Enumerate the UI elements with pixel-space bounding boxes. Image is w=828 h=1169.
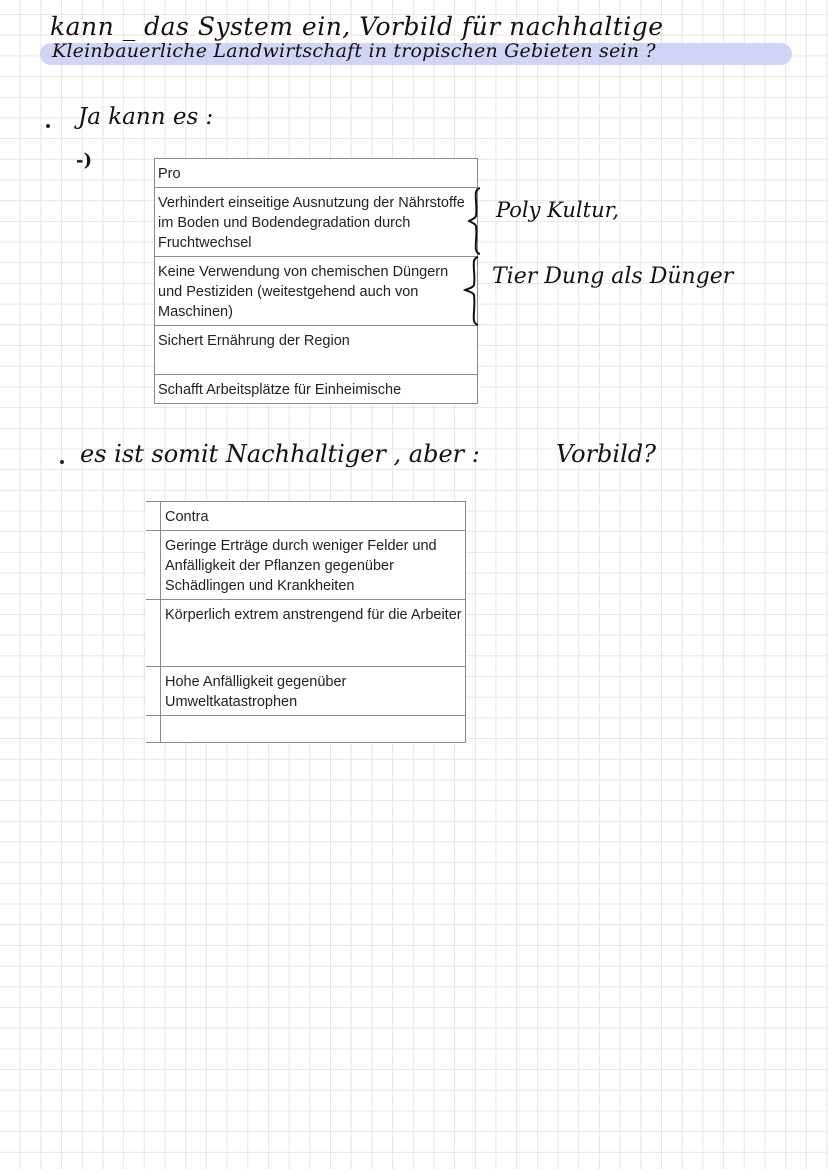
contra-row-empty [161,716,466,743]
contra-table [146,501,466,743]
title-line-1: kann _ das System ein, Vorbild für nachhaltige [50,12,664,41]
pro-row: Sichert Ernährung der Region [155,326,478,375]
pro-row: Verhindert einseitige Ausnutzung der Nährstoffe im Boden und Bodendegradation durch Fruchtwechsel [155,188,478,257]
yes-note: Ja kann es : [78,104,214,130]
pro-table [154,158,478,404]
pro-row: Keine Verwendung von chemischen Düngern und Pestiziden (weitestgehend auch von Maschinen) [155,257,478,326]
pro-header: Pro [155,159,478,188]
bullet-dot [46,124,50,128]
brace-polyculture [466,186,490,256]
vorbild-note: Vorbild? [556,440,656,468]
polyculture-note: Poly Kultur, [496,198,620,222]
dung-note: Tier Dung als Dünger [492,264,734,289]
title-line-2: Kleinbauerliche Landwirtschaft in tropischen Gebieten sein ? [52,40,656,62]
bullet-dot [60,460,64,464]
pro-row: Schafft Arbeitsplätze für Einheimische [155,375,478,404]
contra-row: Hohe Anfälligkeit gegenüber Umweltkatastrophen [161,667,466,716]
arrow-note: -) [76,150,92,171]
contra-header: Contra [161,502,466,531]
contra-row: Körperlich extrem anstrengend für die Arbeiter [161,600,466,667]
conclusion-note: es ist somit Nachhaltiger , aber : [80,440,480,468]
contra-row: Geringe Erträge durch weniger Felder und Anfälligkeit der Pflanzen gegenüber Schädlingen und Krankheiten [161,531,466,600]
brace-dung [462,255,488,327]
